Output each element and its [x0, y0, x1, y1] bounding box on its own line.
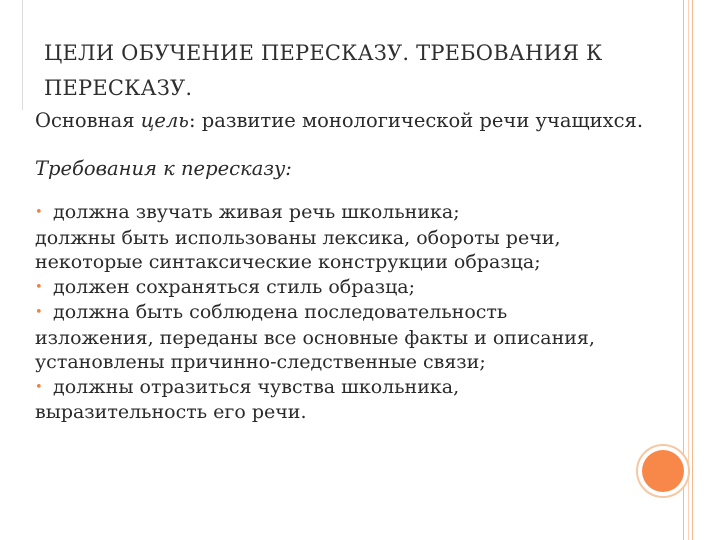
requirement-text: должен сохраняться стиль образца; — [53, 275, 416, 298]
left-divider-line — [22, 0, 23, 110]
goal-rest: : развитие монологической речи учащихся. — [188, 109, 644, 132]
slide-title — [44, 36, 664, 106]
requirement-line — [35, 250, 685, 275]
requirement-text: некоторые синтаксические конструкции образца; — [35, 251, 541, 273]
requirement-text: должна быть соблюдена последовательность — [53, 301, 508, 323]
requirement-line — [35, 375, 685, 401]
goal-statement — [35, 107, 705, 135]
requirement-text: установлены причинно-следственные связи; — [35, 351, 486, 373]
requirement-line — [35, 200, 685, 226]
requirement-text: должны отразиться чувства школьника, — [53, 375, 460, 398]
bullet-icon: • — [35, 305, 43, 320]
bullet-icon: • — [35, 379, 43, 395]
requirement-line — [35, 300, 685, 326]
requirement-text: изложения, переданы все основные факты и описания, — [35, 326, 595, 349]
requirement-line — [35, 350, 685, 375]
title-line-2: ПЕРЕСКАЗУ. — [44, 76, 193, 100]
bullet-icon: • — [35, 205, 43, 220]
requirement-text: выразительность его речи. — [35, 401, 307, 423]
right-decorative-inner-line — [688, 0, 689, 540]
requirement-line — [35, 400, 685, 425]
requirements-heading: Требования к пересказу: — [35, 157, 292, 180]
requirement-text: должна звучать живая речь школьника; — [53, 201, 460, 223]
title-line-1: ЦЕЛИ ОБУЧЕНИЕ ПЕРЕСКАЗУ. ТРЕБОВАНИЯ К — [44, 41, 603, 65]
requirement-line — [35, 226, 685, 251]
bullet-icon: • — [35, 279, 43, 295]
orange-circle-ornament — [642, 450, 684, 492]
requirement-line — [35, 275, 685, 301]
goal-emphasis: цель — [140, 109, 189, 132]
goal-prefix: Основная — [35, 109, 141, 132]
requirement-text: должны быть использованы лексика, обороты речи, — [35, 226, 561, 249]
requirements-list — [35, 200, 685, 425]
requirement-line — [35, 326, 685, 351]
